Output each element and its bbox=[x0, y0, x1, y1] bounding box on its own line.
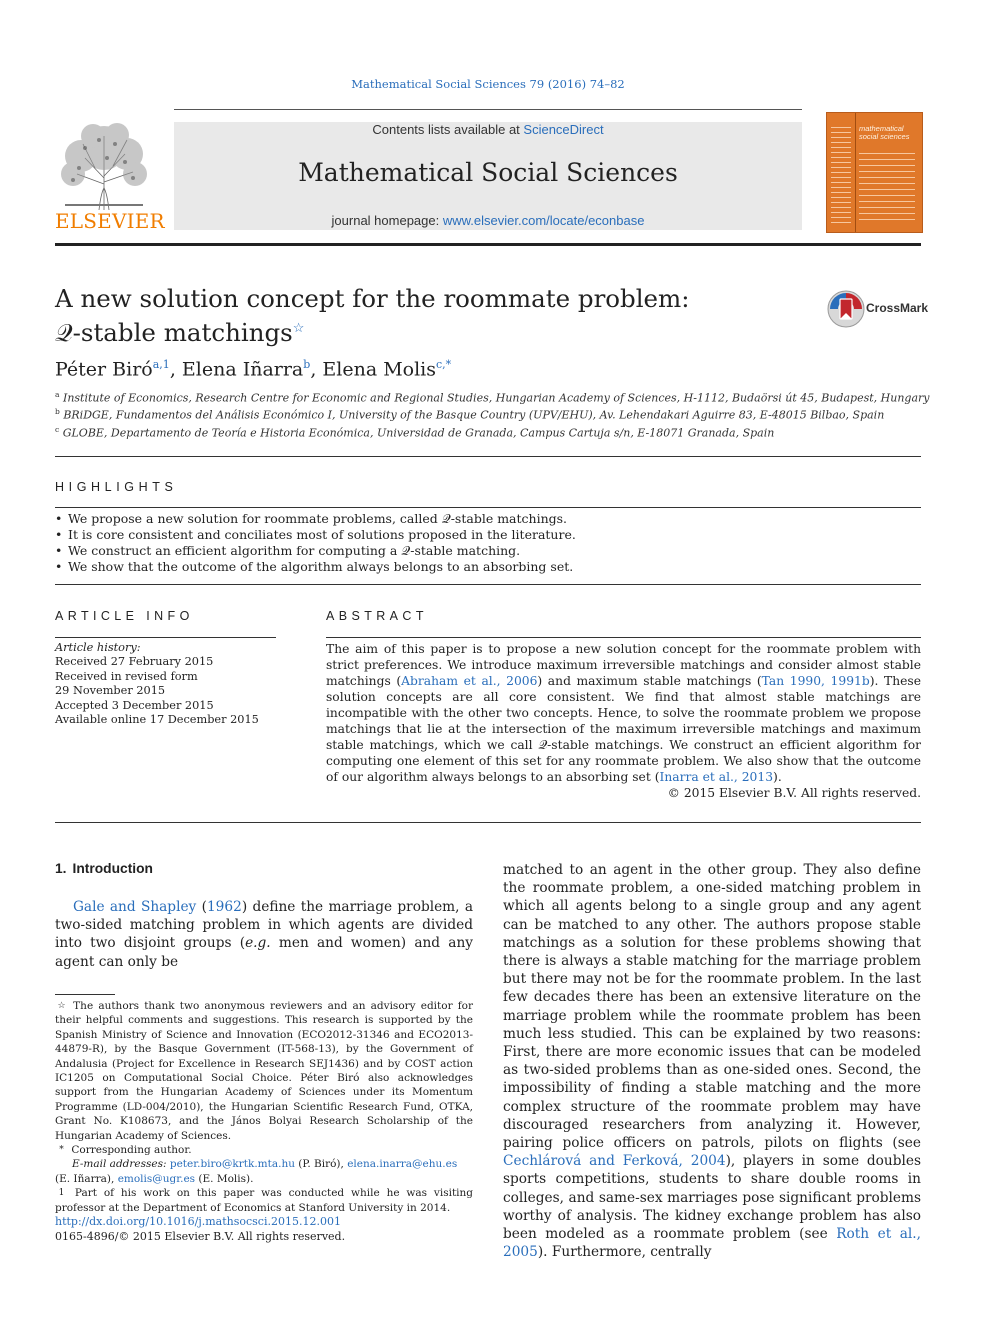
body-column-left: Gale and Shapley (1962) define the marriage problem, a two-sided matching problem in which agents are divided into two disjoint groups (e.g. men and women) and any agent can only be bbox=[55, 899, 473, 970]
abstract-copyright: © 2015 Elsevier B.V. All rights reserved. bbox=[667, 786, 921, 800]
body-text: ), players in some doubles sports competitions, students to share double rooms in colleges, and same-sex marriages pose significant problems worthy of analysis. The kidney exchange problem has also been modeled as a roommate problem (see bbox=[503, 1153, 921, 1243]
doi-block bbox=[55, 1215, 345, 1244]
citation-link[interactable]: Cechlárová and Ferková, 2004 bbox=[503, 1153, 726, 1170]
divider bbox=[55, 507, 921, 508]
history-entry: 29 November 2015 bbox=[55, 684, 166, 698]
author-name[interactable]: Elena Iñarra bbox=[181, 358, 304, 381]
footnote-1 bbox=[55, 1186, 473, 1215]
cover-left-lines bbox=[831, 127, 851, 227]
citation-link[interactable]: 1962 bbox=[206, 899, 242, 915]
divider bbox=[55, 822, 921, 823]
masthead-top-rule bbox=[174, 109, 802, 110]
article-info-heading: ARTICLE INFO bbox=[55, 609, 194, 623]
divider bbox=[55, 637, 276, 638]
affiliation-sup: a bbox=[55, 390, 60, 399]
affiliation-text: BRiDGE, Fundamentos del Análisis Económico I, University of the Basque Country (UPV/EHU), Av. Lehendakari Aguirre 83, E-48015 Bilbao, Spain bbox=[63, 408, 885, 422]
footnote-corresponding bbox=[55, 1143, 473, 1157]
footnote-rule bbox=[55, 994, 115, 995]
abstract-citation-link[interactable]: Abraham et al., 2006 bbox=[401, 674, 538, 688]
body-text: define the marriage problem, a two-sided matching problem in which agents are divided into two disjoint groups ( bbox=[55, 899, 473, 952]
section-number: 1. bbox=[55, 861, 67, 876]
author-affil-sup[interactable]: a,1 bbox=[152, 358, 170, 371]
body-text: men and women) and any agent can only be bbox=[55, 935, 473, 970]
highlight-item: • We construct an efficient algorithm for computing a 𝒬-stable matching. bbox=[55, 543, 921, 559]
author-list bbox=[55, 358, 451, 380]
author-sep: , bbox=[310, 358, 323, 381]
homepage-prefix: journal homepage: bbox=[331, 213, 443, 228]
abstract-text: ). These solution concepts are all core consistent. We find that almost stable matchings are incompatible with the other two concepts. Hence, to solve the roommate problem we propose matchings that lie at the intersection of the maximum irreversible matchings and maximum stable matchings, which we call 𝒬-stable matchings. We construct an efficient algorithm for computing one element of this set for any roommate problem. We also show that the outcome of our algorithm always belongs to an absorbing set ( bbox=[326, 674, 922, 784]
email-owner: (E. Iñarra), bbox=[55, 1172, 118, 1185]
affiliation-text: GLOBE, Departamento de Teoría e Historia Económica, Universidad de Granada, Campus Cartuja s/n, E-18071 Granada, Spain bbox=[62, 426, 775, 440]
author-affil-sup[interactable]: b bbox=[303, 358, 311, 371]
footnote-star bbox=[55, 999, 473, 1143]
email-owner: (E. Molis). bbox=[195, 1172, 254, 1185]
journal-name: Mathematical Social Sciences bbox=[298, 158, 678, 187]
article-title bbox=[55, 284, 775, 348]
divider bbox=[326, 637, 921, 638]
issn-line: 0165-4896/© 2015 Elsevier B.V. All rights reserved. bbox=[55, 1229, 346, 1243]
footnote-text: The authors thank two anonymous reviewers and an advisory editor for their helpful comments and suggestions. This research is supported by the Spanish Ministry of Science and Innovation (ECO2012-31346 and ECO2013-44879-R), by the Basque Government (IT-568-13), by the Government of Andalusia (Project for Excellence in Research SEJ1436) and by COST action IC1205 on Computational Social Choice. Péter Biró also acknowledges support from the Hungarian Academy of Sciences under its Momentum Programme (LD-004/2010), the Hungarian Scientific Research Fund, OTKA, Grant No. K108673, and the János Bolyai Research Scholarship of the Hungarian Academy of Sciences. bbox=[55, 1000, 473, 1142]
journal-citation[interactable]: Mathematical Social Sciences 79 (2016) 74–82 bbox=[351, 77, 625, 91]
contents-prefix: Contents lists available at bbox=[372, 122, 524, 137]
title-line-1: A new solution concept for the roommate problem: bbox=[55, 284, 690, 313]
highlights-list bbox=[55, 511, 921, 575]
affiliation bbox=[55, 390, 930, 405]
elsevier-tree-logo bbox=[55, 118, 153, 212]
abstract-text: The aim of this paper is to propose a new solution concept for the roommate problem with strict preferences. We introduce maximum irreversible matchings and consider almost stable matchings ( bbox=[326, 642, 921, 688]
email-link[interactable]: elena.inarra@ehu.es bbox=[347, 1158, 458, 1171]
cover-title: mathematical social sciences bbox=[859, 124, 910, 141]
history-entry: Available online 17 December 2015 bbox=[55, 713, 259, 727]
highlights-heading: HIGHLIGHTS bbox=[55, 480, 178, 494]
affiliation bbox=[55, 407, 921, 422]
homepage-line bbox=[174, 213, 802, 228]
email-label: E-mail addresses: bbox=[72, 1158, 167, 1171]
divider bbox=[55, 584, 921, 585]
author-affil-sup[interactable]: c,* bbox=[436, 358, 452, 371]
homepage-link[interactable]: www.elsevier.com/locate/econbase bbox=[442, 213, 645, 228]
title-line-2 bbox=[55, 314, 775, 348]
section-heading-introduction bbox=[55, 861, 159, 876]
title-footnote-star[interactable]: ☆ bbox=[292, 321, 305, 336]
email-link[interactable]: peter.biro@krtk.mta.hu bbox=[169, 1158, 295, 1171]
citation-link[interactable]: Gale and Shapley bbox=[73, 899, 197, 915]
history-label: Article history: bbox=[55, 641, 141, 654]
body-text: matched to an agent in the other group. They also define the roommate problem, a one-sided matching problem in which all agents belong to a single group and any agent can be matched to any other. The authors propose stable matchings as a solution for these problems showing that there is always a stable matching for the marriage problem but there may not be for the roommate problem. In the last few decades there has been an extensive literature on the marriage problem while the roommate problem has been much less studied. This can be explained by two reasons: First, there are more economic issues that can be modeled as two-sided problems than as one-sided ones. Second, the impossibility of finding a stable matching and the more complex structure of the roommate problem may have discouraged researchers from analyzing it. However, pairing police officers on patrols, pilots on flights (see bbox=[503, 862, 921, 1152]
email-owner: (P. Biró), bbox=[294, 1158, 348, 1171]
crossmark-label[interactable]: CrossMark bbox=[866, 301, 929, 315]
body-column-right bbox=[503, 861, 921, 1261]
affiliation-sup: c bbox=[55, 425, 60, 434]
highlight-item: • We propose a new solution for roommate problems, called 𝒬-stable matchings. bbox=[55, 511, 921, 527]
journal-cover-thumbnail[interactable] bbox=[826, 112, 923, 233]
footnote-emails bbox=[55, 1157, 473, 1186]
abstract-citation-link[interactable]: Inarra et al., 2013 bbox=[659, 770, 774, 784]
section-title: Introduction bbox=[72, 861, 153, 876]
body-text: ). Furthermore, centrally bbox=[537, 1244, 712, 1261]
body-text-italic: e.g. bbox=[245, 935, 271, 952]
affiliation-text: Institute of Economics, Research Centre for Economic and Regional Studies, Hungarian Academy of Sciences, H-1112, Budaörsi út 45, Budapest, Hungary bbox=[62, 391, 930, 405]
doi-link[interactable]: http://dx.doi.org/10.1016/j.mathsocsci.2015.12.001 bbox=[55, 1215, 341, 1228]
sciencedirect-link[interactable]: ScienceDirect bbox=[523, 122, 604, 137]
footnote-mark: 1 bbox=[58, 1188, 65, 1199]
highlight-item: • We show that the outcome of the algorithm always belongs to an absorbing set. bbox=[55, 559, 921, 575]
highlight-item: • It is core consistent and conciliates most of solutions proposed in the literature. bbox=[55, 527, 921, 543]
divider bbox=[55, 456, 921, 457]
cover-contents-lines bbox=[859, 153, 915, 225]
abstract-body bbox=[326, 641, 921, 801]
email-link[interactable]: emolis@ugr.es bbox=[117, 1172, 196, 1185]
footnotes bbox=[55, 999, 473, 1215]
affiliation-sup: b bbox=[55, 407, 60, 416]
publisher-wordmark: ELSEVIER bbox=[55, 209, 165, 233]
cover-spine bbox=[855, 113, 856, 232]
abstract-text: ). bbox=[773, 770, 782, 784]
footnote-mark: ☆ bbox=[57, 1001, 66, 1011]
abstract-text: ) and maximum stable matchings ( bbox=[537, 674, 762, 688]
history-entry: Received 27 February 2015 bbox=[55, 655, 214, 669]
history-entry: Received in revised form bbox=[55, 669, 198, 683]
affiliation bbox=[55, 425, 921, 440]
abstract-heading: ABSTRACT bbox=[326, 609, 428, 623]
citation-link[interactable]: Roth et al., 2005 bbox=[503, 1226, 921, 1261]
author-name[interactable]: Elena Molis bbox=[322, 358, 436, 381]
article-history bbox=[55, 641, 285, 727]
author-sep: , bbox=[169, 358, 182, 381]
footnote-text: Part of his work on this paper was conducted while he was visiting professor at the Department of Economics at Stanford University in 2014. bbox=[55, 1187, 474, 1214]
abstract-citation-link[interactable]: Tan 1990, 1991b bbox=[761, 674, 870, 688]
history-entry: Accepted 3 December 2015 bbox=[55, 698, 214, 712]
footnote-text: Corresponding author. bbox=[71, 1144, 192, 1157]
author-name[interactable]: Péter Biró bbox=[55, 358, 153, 381]
footnote-mark: * bbox=[59, 1145, 64, 1156]
header-rule bbox=[55, 243, 921, 246]
contents-line bbox=[174, 122, 802, 137]
title-line-2-text: 𝒬-stable matchings bbox=[55, 318, 293, 348]
